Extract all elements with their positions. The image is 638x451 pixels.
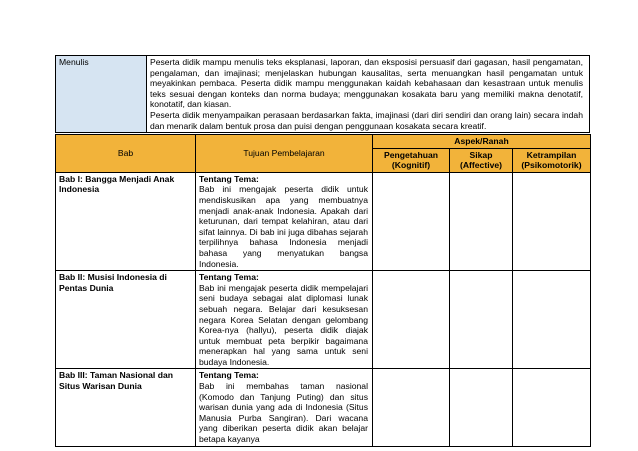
tema-label: Tentang Tema: xyxy=(199,370,259,381)
competency-description xyxy=(147,56,590,133)
table-row xyxy=(56,56,590,133)
competency-paragraph-2: Peserta didik menyampaikan perasaan berdasarkan fakta, imajinasi (dari diri sendiri dan orang lain) secara indah dan menarik dalam bentuk prosa dan puisi dengan penggunaan kosakata secara kreatif. xyxy=(150,109,583,131)
header-row-1 xyxy=(56,135,591,149)
header-sikap: Sikap (Affective) xyxy=(450,148,513,172)
header-aspek: Aspek/Ranah xyxy=(373,135,591,149)
pengetahuan-cell xyxy=(373,172,450,270)
table-row xyxy=(56,271,591,369)
tujuan-text: Bab ini membahas taman nasional (Komodo dan Tanjung Puting) dan situs warisan dunia yang ada di Indonesia (Situs Manusia Purba Sangiran). Dari wacana yang diberikan peserta didik akan belajar betapa kayanya xyxy=(199,381,368,445)
skill-label: Menulis xyxy=(56,56,147,133)
header-bab: Bab xyxy=(56,135,196,173)
tujuan-cell xyxy=(196,172,373,270)
bab-cell: Bab III: Taman Nasional dan Situs Warisan Dunia xyxy=(56,369,196,446)
tujuan-text: Bab ini mengajak peserta didik mempelajari seni budaya sebagai alat diplomasi lunak sebuah negara. Belajar dari kesuksesan negara Korea Selatan dengan gelombang Korea-nya (hallyu), peserta didik diajak untuk membuat peta berpikir bagaimana menerapkan hal yang sama untuk seni budaya Indonesia. xyxy=(199,282,368,367)
table-row xyxy=(56,172,591,270)
learning-objectives-table xyxy=(55,134,591,447)
competency-paragraph-1: Peserta didik mampu menulis teks eksplanasi, laporan, dan eksposisi persuasif dari gagasan, hasil pengamatan, pengalaman, dan imajinasi; menjelaskan hubungan kausalitas, serta menuangkan hasil pengamatan untuk meyakinkan pembaca. Peserta didik mampu menggunakan kaidah kebahasaan dan kesastraan untuk menulis teks sesuai dengan konteks dan norma budaya; menggunakan kosakata baru yang memiliki makna denotatif, konotatif, dan kiasan. xyxy=(150,57,583,110)
tema-label: Tentang Tema: xyxy=(199,173,259,184)
bab-cell: Bab II: Musisi Indonesia di Pentas Dunia xyxy=(56,271,196,369)
tema-label: Tentang Tema: xyxy=(199,272,259,283)
header-tujuan: Tujuan Pembelajaran xyxy=(196,135,373,173)
tujuan-cell xyxy=(196,271,373,369)
tujuan-cell xyxy=(196,369,373,446)
writing-competency-table xyxy=(55,55,590,133)
bab-cell: Bab I: Bangga Menjadi Anak Indonesia xyxy=(56,172,196,270)
keterampilan-cell xyxy=(513,172,591,270)
tujuan-text: Bab ini mengajak peserta didik untuk mendiskusikan apa yang membuatnya menjadi anak-anak Indonesia. Apakah dari keturunan, dari tempat kelahiran, atau dari sifat lainnya. Di bab ini juga dibahas sejarah terpilihnya bahasa Indonesia menjadi bahasa yang menyatukan bangsa Indonesia. xyxy=(199,184,368,269)
sikap-cell xyxy=(450,271,513,369)
keterampilan-cell xyxy=(513,369,591,446)
sikap-cell xyxy=(450,369,513,446)
table-row xyxy=(56,369,591,446)
header-pengetahuan: Pengetahuan (Kognitif) xyxy=(373,148,450,172)
header-keterampilan: Ketrampilan (Psikomotorik) xyxy=(513,148,591,172)
pengetahuan-cell xyxy=(373,271,450,369)
pengetahuan-cell xyxy=(373,369,450,446)
sikap-cell xyxy=(450,172,513,270)
keterampilan-cell xyxy=(513,271,591,369)
